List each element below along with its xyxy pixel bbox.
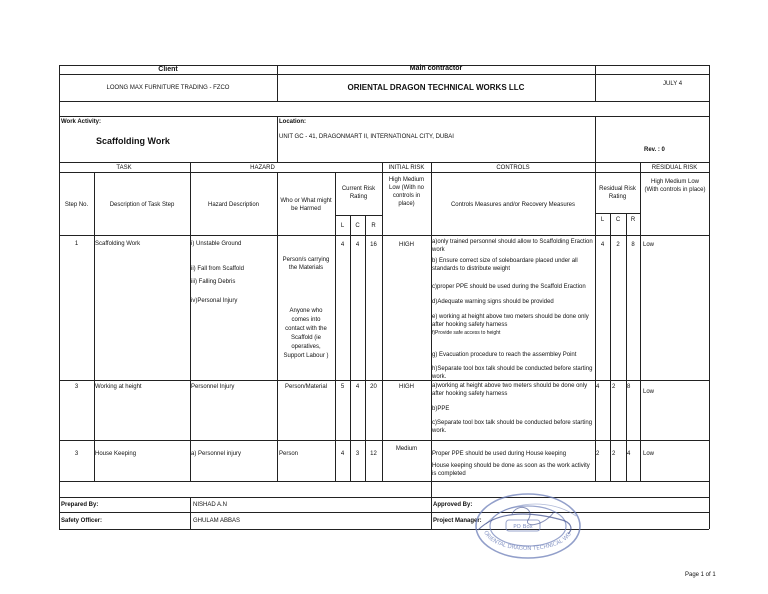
work-activity-value: Scaffolding Work bbox=[96, 136, 170, 146]
residual-r: 4 bbox=[627, 451, 631, 457]
task-description: Working at height bbox=[95, 384, 142, 390]
step-no: 3 bbox=[74, 384, 79, 390]
initial-c: 4 bbox=[355, 384, 360, 390]
hazard-header: HAZARD bbox=[250, 165, 275, 171]
task-header: TASK bbox=[116, 165, 132, 171]
residual-level: Low bbox=[643, 451, 655, 457]
residual-c-header: C bbox=[615, 217, 621, 223]
residual-l: 4 bbox=[596, 384, 600, 390]
project-manager-label: Project Manager: bbox=[433, 518, 482, 524]
control-measure: f)Provide safe access to height bbox=[432, 330, 501, 336]
current-risk-header: Current Risk Rating bbox=[341, 186, 376, 200]
initial-l: 4 bbox=[340, 451, 345, 457]
residual-l: 2 bbox=[596, 451, 600, 457]
task-description: House Keeping bbox=[95, 451, 137, 457]
location-value: UNIT GC - 41, DRAGONMART II, INTERNATIONAL CITY, DUBAI bbox=[279, 134, 454, 140]
task-description: Scaffolding Work bbox=[95, 241, 141, 247]
step-no: 3 bbox=[74, 451, 79, 457]
client-label: Client bbox=[158, 66, 178, 73]
residual-c: 2 bbox=[616, 242, 620, 248]
r-header: R bbox=[371, 223, 376, 229]
initial-level: HIGH bbox=[399, 384, 414, 390]
residual-l: 4 bbox=[600, 242, 605, 248]
hazard-description: Personnel Injury bbox=[191, 384, 235, 390]
hazard-item: iii) Falling Debris bbox=[191, 279, 236, 285]
seal-text: ORIENTAL DRAGON TECHNICAL WO bbox=[482, 530, 573, 553]
hazard-item: i) Unstable Ground bbox=[191, 241, 242, 247]
initial-r: 20 bbox=[370, 384, 377, 390]
control-measure: e) working at height above two meters should be done only after hooking safety harness bbox=[432, 314, 589, 328]
control-measure: Proper PPE should be used during House keeping bbox=[432, 451, 567, 457]
approved-by-label: Approved By: bbox=[433, 502, 473, 508]
initial-c: 3 bbox=[355, 451, 360, 457]
safety-officer-label: Safety Officer: bbox=[61, 518, 103, 524]
control-measure: h)Separate tool box talk should be conducted before starting work. bbox=[432, 366, 593, 380]
who-harmed: Person bbox=[279, 451, 299, 457]
step-no-header: Step No. bbox=[64, 202, 89, 208]
safety-officer-value: GHULAM ABBAS bbox=[193, 518, 241, 524]
initial-level: HIGH bbox=[399, 242, 414, 248]
description-header: Description of Task Step bbox=[109, 202, 175, 208]
residual-r: 8 bbox=[631, 242, 635, 248]
control-measure: a)only trained personnel should allow to Scaffolding Eraction work bbox=[432, 239, 593, 253]
residual-r-header: R bbox=[630, 217, 636, 223]
work-activity-label: Work Activity: bbox=[61, 119, 102, 125]
initial-l: 4 bbox=[340, 242, 345, 248]
residual-c: 2 bbox=[612, 384, 616, 390]
initial-level: Medium bbox=[395, 446, 418, 452]
control-measure: House keeping should be done as soon as the work activity is completed bbox=[432, 463, 590, 477]
controls-header: CONTROLS bbox=[496, 165, 530, 171]
control-measure: c)Separate tool box talk should be conducted before starting work. bbox=[432, 420, 593, 434]
hazard-item: ii) Fall from Scaffold bbox=[191, 266, 244, 272]
prepared-by-value: NISHAD A.N bbox=[193, 502, 228, 508]
residual-risk-header: RESIDUAL RISK bbox=[651, 165, 698, 171]
hazard-description: a) Personnel injury bbox=[191, 451, 242, 457]
initial-c: 4 bbox=[355, 242, 360, 248]
residual-level: Low bbox=[643, 242, 655, 248]
control-measure: g) Evacuation procedure to reach the assembley Point bbox=[432, 352, 577, 358]
who-harmed: Person/Material bbox=[284, 384, 328, 390]
document-date: JULY 4 bbox=[663, 81, 683, 87]
control-measure: a)working at height above two meters should be done only after hooking safety harness bbox=[432, 383, 588, 397]
l-header: L bbox=[340, 223, 345, 229]
residual-l-header: L bbox=[600, 217, 605, 223]
client-name: LOONG MAX FURNITURE TRADING - FZCO bbox=[106, 85, 230, 91]
hazard-item: iv)Personal Injury bbox=[191, 298, 238, 304]
residual-rating-header: Residual Risk Rating bbox=[599, 186, 636, 200]
location-label: Location: bbox=[279, 119, 306, 125]
control-measure: b)PPE bbox=[432, 406, 450, 412]
control-measure: b) Ensure correct size of soleboardare placed under all standards to distribute weight bbox=[432, 258, 578, 272]
initial-l: 5 bbox=[340, 384, 345, 390]
initial-risk-header: INITIAL RISK bbox=[388, 165, 425, 171]
control-measure: d)Adequate warning signs should be provided bbox=[432, 299, 554, 305]
company-seal bbox=[466, 490, 584, 562]
residual-r: 8 bbox=[627, 384, 631, 390]
controls-measures-header: Controls Measures and/or Recovery Measures bbox=[450, 202, 576, 208]
contractor-name: ORIENTAL DRAGON TECHNICAL WORKS LLC bbox=[347, 83, 525, 92]
prepared-by-label: Prepared By: bbox=[61, 502, 99, 508]
who-harmed-header: Who or What might be Harmed bbox=[280, 198, 332, 212]
c-header: C bbox=[355, 223, 360, 229]
who-harmed: Anyone who comes into contact with the Scaffold (ie operatives, Support Labour ) bbox=[283, 308, 329, 359]
residual-c: 2 bbox=[612, 451, 616, 457]
who-harmed: Person/s carrying the Materials bbox=[282, 257, 330, 271]
control-measure: c)proper PPE should be used during the Scaffold Eraction bbox=[432, 284, 586, 290]
hazard-description-header: Hazard Description bbox=[207, 202, 260, 208]
initial-level-header: High Medium Low (With no controls in place) bbox=[388, 177, 425, 207]
initial-r: 16 bbox=[370, 242, 377, 248]
residual-level-header: High Medium Low (With controls in place) bbox=[644, 179, 706, 193]
page-number: Page 1 of 1 bbox=[685, 572, 716, 578]
seal-pobox: PO Box bbox=[513, 524, 533, 530]
initial-r: 12 bbox=[370, 451, 377, 457]
step-no: 1 bbox=[74, 241, 79, 247]
revision: Rev. : 0 bbox=[644, 147, 665, 153]
residual-level: Low bbox=[643, 389, 655, 395]
main-contractor-label: Main contractor bbox=[409, 65, 463, 72]
